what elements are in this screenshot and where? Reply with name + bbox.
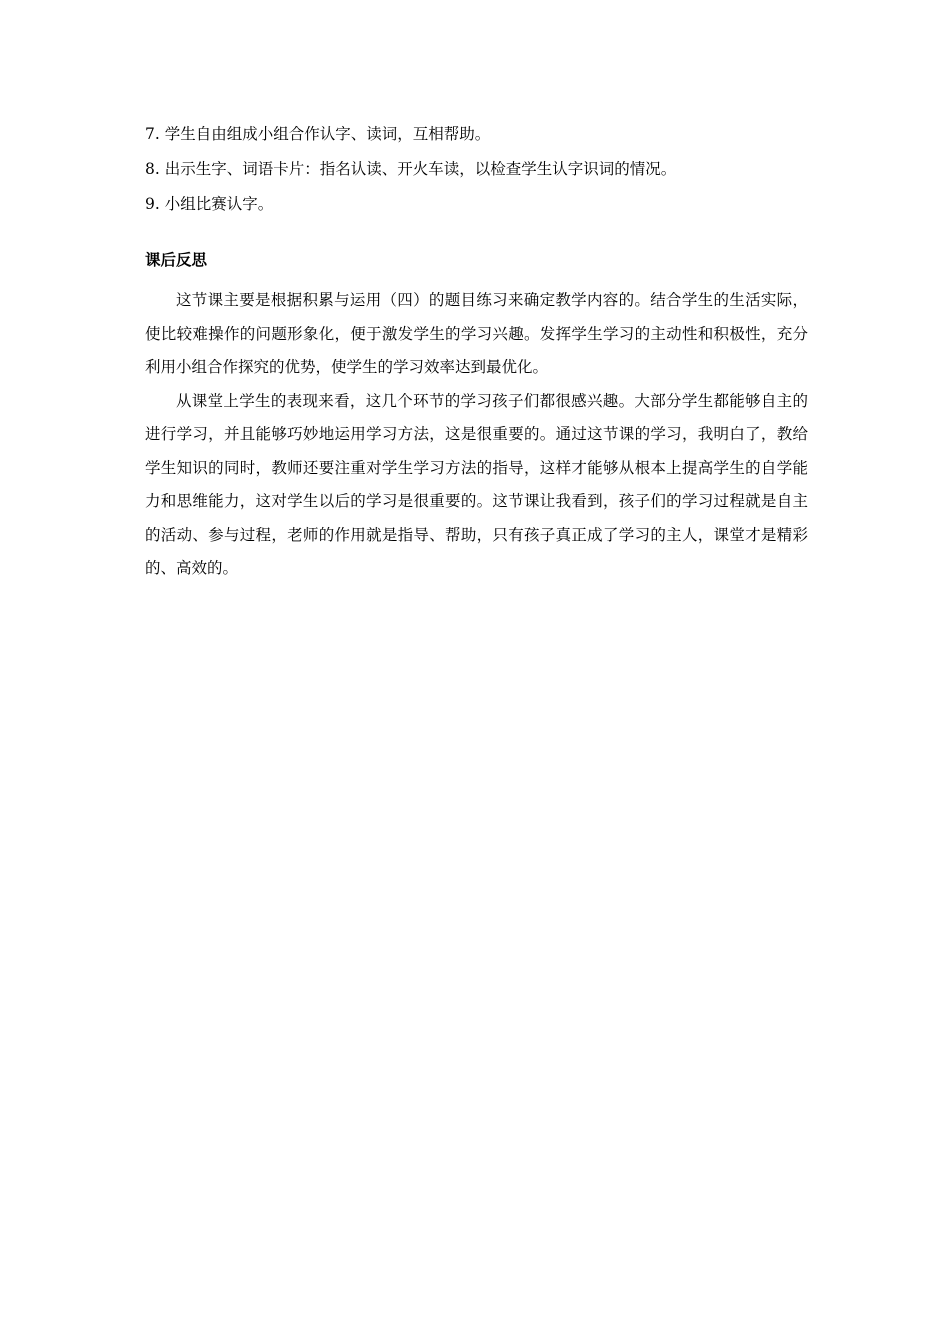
reflection-heading: 课后反思: [145, 251, 208, 269]
step-7: 7. 学生自由组成小组合作认字、读词，互相帮助。: [145, 125, 491, 143]
reflection-paragraph-1: 这节课主要是根据积累与运用（四）的题目练习来确定教学内容的。结合学生的生活实际，使比较难操作的问题形象化，便于激发学生的学习兴趣。发挥学生学习的主动性和积极性，充分利用小组合作探究的优势，使学生的学习效率达到最优化。: [145, 291, 808, 376]
document-body: [145, 124, 808, 586]
reflection-paragraph-2: 从课堂上学生的表现来看，这几个环节的学习孩子们都很感兴趣。大部分学生都能够自主的进行学习，并且能够巧妙地运用学习方法，这是很重要的。通过这节课的学习，我明白了，教给学生知识的同时，教师还要注重对学生学习方法的指导，这样才能够从根本上提高学生的自学能力和思维能力，这对学生以后的学习是很重要的。这节课让我看到，孩子们的学习过程就是自主的活动、参与过程，老师的作用就是指导、帮助，只有孩子真正成了学习的主人，课堂才是精彩的、高效的。: [145, 391, 808, 577]
step-9: 9. 小组比赛认字。: [145, 195, 274, 213]
step-8: 8. 出示生字、词语卡片：指名认读、开火车读，以检查学生认字识词的情况。: [145, 160, 677, 178]
